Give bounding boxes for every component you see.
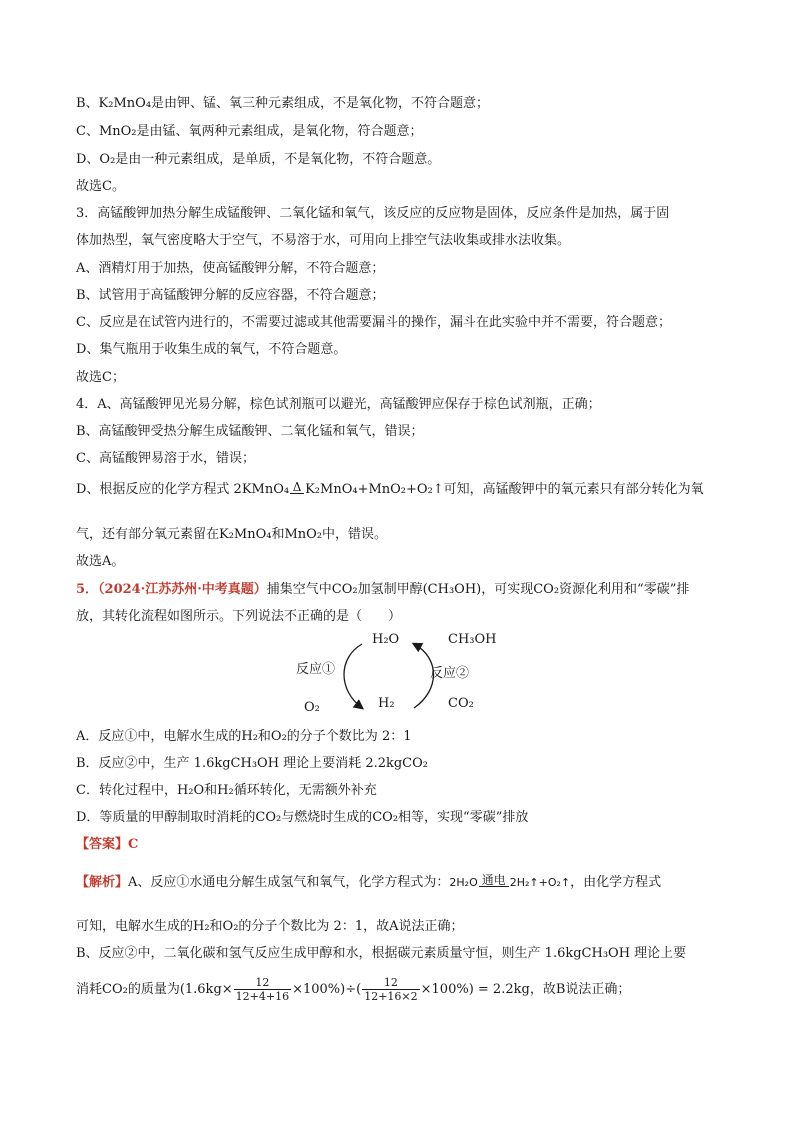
- question-5-line1: [76, 580, 689, 600]
- answer: 【答案】C: [76, 837, 139, 852]
- text-segment: ，故B说法正确；: [529, 982, 631, 997]
- text-line: 放，其转化流程如图所示。下列说法不正确的是（ ）: [76, 609, 402, 624]
- text-line: B、高锰酸钾受热分解生成锰酸钾、二氧化锰和氧气，错误；: [76, 424, 424, 439]
- analysis-line1: [76, 873, 661, 893]
- equation-right: 2H₂↑+O₂↑: [509, 876, 571, 889]
- fraction-denominator: 12+4+16: [235, 990, 290, 1003]
- text-line: 4．A、高锰酸钾见光易分解，棕色试剂瓶可以避光，高锰酸钾应保存于棕色试剂瓶，正确；: [76, 397, 601, 412]
- fraction-denominator: 12+16×2: [364, 990, 418, 1003]
- text-line: B、试管用于高锰酸钾分解的反应容器，不符合题意；: [76, 288, 385, 303]
- equation-line: [76, 480, 704, 500]
- text-line: 气，还有部分氧元素留在K₂MnO₄和MnO₂中，错误。: [76, 527, 388, 542]
- fraction-1: [234, 976, 291, 1003]
- text-line: 故选A。: [76, 554, 125, 569]
- text-line: A、酒精灯用于加热，使高锰酸钾分解，不符合题意；: [76, 261, 385, 276]
- equation-left: 2H₂O: [449, 876, 478, 889]
- option-a: A．反应①中，电解水生成的H₂和O₂的分子个数比为 2：1: [76, 729, 412, 744]
- text-line: B、反应②中，二氧化碳和氢气反应生成甲醇和水，根据碳元素质量守恒，则生产 1.6kgCH₃OH 理论上要: [76, 946, 687, 961]
- reaction-2-label: 反应②: [430, 666, 470, 681]
- reaction-condition: [479, 874, 509, 891]
- fraction-numerator: 12: [362, 976, 419, 990]
- text-segment: ，由化学方程式: [570, 875, 662, 890]
- text-line: 可知，电解水生成的H₂和O₂的分子个数比为 2：1，故A说法正确；: [76, 919, 464, 934]
- text-line: 故选C；: [76, 370, 125, 385]
- text-line: C、MnO₂是由锰、氧两种元素组成，是氧化物，符合题意；: [76, 124, 423, 139]
- ch3oh-label: CH₃OH: [448, 632, 497, 647]
- reaction-condition: [290, 481, 304, 498]
- reaction-1-arrow: [344, 644, 362, 708]
- text-line: D、集气瓶用于收集生成的氧气，不符合题意。: [76, 342, 347, 357]
- text-line: D、O₂是由一种元素组成，是单质，不是氧化物，不符合题意。: [76, 152, 441, 167]
- reaction-1-label: 反应①: [296, 662, 336, 677]
- text-line: C、反应是在试管内进行的，不需要过滤或其他需要漏斗的操作，漏斗在此实验中并不需要，符合题意；: [76, 315, 671, 330]
- option-c: C．转化过程中，H₂O和H₂循环转化，无需额外补充: [76, 783, 377, 798]
- analysis-tag: 【解析】: [76, 875, 129, 890]
- question-number: 5．: [76, 582, 99, 597]
- option-d: D．等质量的甲醇制取时消耗的CO₂与燃烧时生成的CO₂相等，实现“零碳”排放: [76, 810, 529, 825]
- text-line: 3．高锰酸钾加热分解生成锰酸钾、二氧化锰和氧气，该反应的反应物是固体，反应条件是加热，属于固: [76, 206, 670, 221]
- o2-label: O₂: [304, 700, 320, 715]
- h2-label: H₂: [378, 696, 395, 711]
- heat-symbol: Δ: [292, 480, 302, 494]
- co2-label: CO₂: [448, 696, 474, 711]
- fraction-2: [362, 976, 419, 1003]
- text-line: B、K₂MnO₄是由钾、锰、氧三种元素组成，不是氧化物，不符合题意；: [76, 96, 490, 111]
- option-b: B．反应②中，生产 1.6kgCH₃OH 理论上要消耗 2.2kgCO₂: [76, 756, 429, 771]
- text-segment: D、根据反应的化学方程式 2KMnO₄: [76, 482, 290, 497]
- conversion-flow-diagram: [290, 630, 520, 720]
- text-line: 故选C。: [76, 179, 125, 194]
- h2o-label: H₂O: [372, 632, 400, 647]
- fraction-numerator: 12: [234, 976, 291, 990]
- text-segment: 消耗CO₂的质量为(1.6kg×: [76, 982, 233, 997]
- text-segment: ×100%) = 2.2kg: [420, 982, 530, 997]
- text-segment: K₂MnO₄+MnO₂+O₂↑可知，高锰酸钾中的氧元素只有部分转化为氧: [305, 482, 704, 497]
- analysis-calculation: [76, 976, 630, 1003]
- text-segment: ×100%)÷(: [292, 982, 362, 997]
- text-segment: A、反应①水通电分解生成氢气和氧气，化学方程式为：: [128, 875, 450, 890]
- text-line: 体加热型，氧气密度略大于空气，不易溶于水，可用向上排空气法收集或排水法收集。: [76, 233, 571, 248]
- electrolysis-label: 通电: [481, 873, 506, 887]
- text-line: C、高锰酸钾易溶于水，错误；: [76, 451, 255, 466]
- question-source: （2024·江苏苏州·中考真题）: [98, 582, 267, 597]
- question-text: 捕集空气中CO₂加氢制甲醇(CH₃OH)，可实现CO₂资源化利用和“零碳”排: [266, 582, 690, 597]
